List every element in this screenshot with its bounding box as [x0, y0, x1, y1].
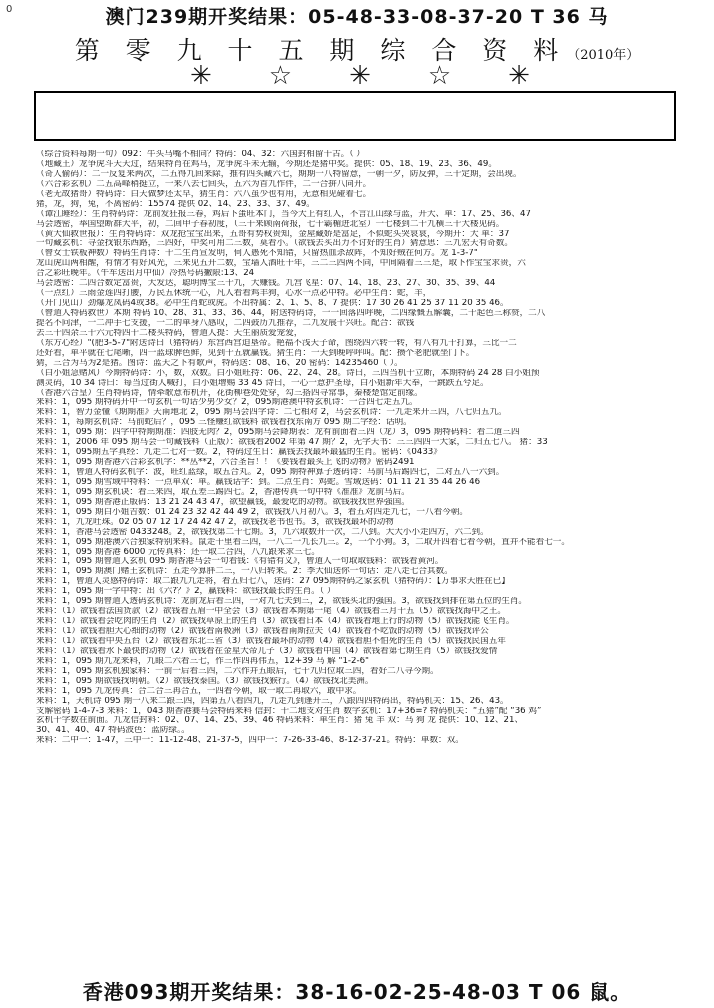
document-body — [36, 150, 686, 975]
text-line: 支解密码 1-4-7-3 来料：1，043 期香港赛马会特码来料 信封：十二地支对生肖 数字玄机：17+36=? 特码机关：“五猪”配 “36 鸡” — [36, 706, 542, 716]
text-line: （东方心经）"(肥3-5-7"附送诗曰（猪特码）东宫西宫迫垦帝。艳福不浅天子命，图绕四六转一转，有八有九十打算，三比一二 — [36, 338, 517, 348]
text-line: 来料：（1）欲钱看胆大心细的动物（2）欲钱看南极洲（3）欲钱看南斯拉夫（4）欲钱看不吃饭的动物（5）欲钱找评公 — [36, 627, 489, 636]
text-line: 来料：1，095 期香港六合彩玄机字：**丛**2，六合圣旨！！《要钱看最头上飞的动物》密码2491 — [36, 458, 415, 468]
text-line: 一句藏玄机：寻金找银东西路，三四好，中奖可用二三数，莫看小。（欲钱去买出力不讨好的生肖）猜意思：三九宏天有奇数。 — [36, 239, 513, 249]
text-line: （老无故猪哥）特码诗：白天做梦还太早，猜生肖：六八虽少也有用，无意相见碰着七。 — [36, 189, 372, 199]
asterisk-icon: ✳ — [190, 61, 212, 91]
text-line: （黄大仙救世报）：生肖特码诗：双龙抢宝宝出来，五哥有势权贵知，金屋藏娇是富足，不似蛇头哭哀哀，今期开：大 单：37 — [36, 229, 510, 239]
text-line: 来料：1，每期玄机诗：马前蛇后？，095 三怪赚红欲钱料 欲钱看找东南方 095 期二字经：话明。 — [36, 418, 412, 428]
text-line: 来料：1，智力金懂《期期准》天南地北 2，095 期马会四字诗：二七相对 2，马会玄机诗：一九走来开三四，八七归五九。 — [36, 408, 507, 418]
text-line: 来料：1，095期五字真经：九走二七对一数。2，特码过生日：赢钱去找最坏最猛的生肖。密码：《0433》 — [36, 448, 442, 458]
text-line: 去三十四余三十六元特四十二楼买特码，曾道人提：天生丽质爱宠爱， — [36, 328, 303, 338]
asterisk-icon: ✳ — [349, 61, 371, 91]
text-line: （谭江睡经）：生肖特码诗：龙前发狂报三春，鸡后下蛋旺本门，当今大上有红人，不言江山绿与蓝，开大、单：17、25、36、47 — [36, 209, 531, 219]
title-year: （2010年） — [567, 48, 640, 63]
text-line: 来料：1，095 期港澳六合独家特别来料。鼠走千里看三四，一八二一九长九三。2，一个小狗。3，二取开四看七看今朝，直并不能看七一。 — [36, 537, 570, 547]
text-line: 来料：1，天机诗 095 期一八来二跟三四，四第五八看四九，九走九到逢开三，八跟四四特码出，特码机关：15、26、43。 — [36, 696, 509, 706]
text-line: 马会透密，举国望断群大平，初，二回甲子春初度，（三千来顾南荷报，七十霸楣进北室）一七楼到二十九横三十大楼见码。 — [36, 219, 505, 229]
text-line: 来料：1，095 期曾道人透码玄机诗：龙前龙后看三四，一对九七夫到三，2，欲钱买北的强国。3，欲钱找到排在第五位的生肖。 — [36, 597, 528, 607]
text-line: 玄机十字数在前面。九龙信封料：02、07、14、25、39、46 特码来料：单生肖：猪 兔 羊 双：马 狗 龙 提供：10、12、21、 — [36, 716, 524, 726]
text-line: 龙山虎山两相醒，有情才有好风光，三来见五开二数，宝墙人酒旺千年，三二三四两不同，中间隔着三三是，取下作宝宝求贵，六 — [36, 259, 526, 269]
text-line: 来料：1，曾道人灵感特码诗：取二跟九九走将，看五归七八，送码：27 095期特码之家玄机（猪特码）：【万事求天胜在已】 — [36, 577, 510, 587]
text-line: 来料：（1）欲钱看会吃肉的生肖（2）欲钱找草原上的生肖（3）欲钱看日本（4）欲钱看地上行的动物（5）欲钱找能飞生肖。 — [36, 617, 515, 627]
text-line: 还好看，单平就在七尾晰，四一蓝球脾色鲜，见到十五就赢钱。猜生肖：一天到晚呼呼叫。配：攒个老肥就坐门下。 — [36, 348, 475, 358]
text-line: 来料：（1）欲钱看法国货款（2）欲钱看五眉一中全会（3）欲钱看本期第一尾（4）欲钱看三月十五（5）欲钱找海中之王。 — [36, 607, 506, 617]
text-line: （开门见山）劲爆龙凤码4或38。必中生肖蛇或虎。不出特属：2、1、5、8、7 提供：17 30 26 41 25 37 11 20 35 46。 — [36, 299, 509, 309]
text-line: 30、41、40、47 特码波色：蓝防绿。。 — [36, 726, 190, 736]
text-line: （曾道人特码救世）本期 特码 10、28、31、33、36、44，附送特码诗，一一回落四呼晚，二四缘慨五解囊，二十起色三称赞，二八 — [36, 309, 546, 318]
text-line: 来料：1，095 期雪域中特料：一点单双：单。赢钱话字：到。二点生肖：鸡蛇。雪域送码：01 11 21 35 44 26 46 — [36, 477, 481, 487]
corner-mark: 0 — [6, 4, 13, 15]
text-line: 来料：1，095 期玄机诀：看三来四，取五差三踢四七。2，香港传真一句中特《准准》龙前马后。 — [36, 487, 410, 497]
text-line: 来料：1，095 九龙传真：合二合三再合五，一四看今朝，取一取二再取六，敢中求。 — [36, 686, 362, 696]
text-line: 来料：1，095 期玄机独家料：一前一后看三四，二六作并五眼后，七十九归位取三四，看好二八寻今期。 — [36, 666, 439, 676]
text-line: （六合彩玄机）二五高峰稍挺立，一来八去七回头，五六为首九作伴，二一合拼八同开。 — [36, 179, 372, 189]
text-line: 提名不问津，一二冲手七支援，一二的单身八感叹，二四鼓历九推荐，二九发展十兴旺。配合：欲钱 — [36, 318, 415, 328]
text-line: 来料：1，095 期香港正版码：13 21 24 43 47，欲望赢钱，最爱吃的动物。欲钱我找世界强国。 — [36, 497, 410, 507]
asterisk-icon: ✳ — [508, 61, 530, 91]
text-line: 来料：1，095 期九龙来料，九眼二六看三七，作三作四再伟五，12+39 马 解 "1-2-6" — [36, 656, 370, 666]
star-row — [190, 62, 530, 90]
text-line: 来料：1，香港马会透密 0433248。2，欲钱找第二十七期。3，九六取数开一次，二八到。大大小小走四方，六二到。 — [36, 527, 489, 537]
text-line: 来料：二中一：1-47，三中一：11-12-48、21-37-5，四中一：7-26-33-46、8-12-37-21。特码：单数：双。 — [36, 736, 464, 746]
text-line: （香港六合皇）生肖特码诗，情牵歌意布机开，花街柳巷处处穿，勾三搭四寻常事，秦楼楚馆定前缘。 — [36, 388, 423, 398]
text-line: （白小姐急赌风）今期特码诗：小，数，双数。白小姐旺持：06、22、24、28。诗曰，三四当机十立断，本期特码 24 28 白小姐预 — [36, 368, 540, 378]
text-line: 来料：1，095 期欲钱找明朝。（2）欲钱找泰国。（3）欲钱找猴行。（4）欲钱找北美洲。 — [36, 676, 374, 686]
text-line: （地藏王）龙争虎斗天天过，结果特肖在鸡马，龙争虎斗未无输，今期还是猪中奖。提供：05、18、19、23、36、49。 — [36, 159, 497, 169]
text-line: 来料：1，2006 年 095 期马会一句藏钱料（正版）：欲钱看2002 年第 47 期？2，无字天书：三三四四一大家，二归五七八。 猪：33 — [36, 438, 548, 448]
text-line: 来料：1，095 期特码开中一句玄机一句话少男少女？2，095期港澳中特玄机诗：一合四七走五九。 — [36, 398, 418, 408]
text-line: （综合资料每期一句）092：牛头马嘴不相同？特码：04、32：六国封相留千古。（ ） — [36, 150, 365, 159]
text-line: 来料：（1）欲钱看中央五台（2）欲钱看东北三省（3）欲钱看最坏的动物（4）欲钱看胆不怕死的生肖（5）欲钱找民国五年 — [36, 636, 506, 646]
text-line: 来料：1，095 期香港 6000 元传真料：还一取二合四，八九跟来求三七。 — [36, 547, 320, 557]
text-line: 来料：1，九龙吐珠。02 05 07 12 17 24 42 47 2，欲钱找老书也书。3，欲钱找最坏的动物 — [36, 517, 394, 527]
star-icon: ☆ — [427, 61, 452, 91]
star-icon: ☆ — [268, 61, 293, 91]
text-line: （曾女士铁板神数）特码生肖诗：十二生肖宣发明，何人愚死不知错，只留热血杀敌阵，不知好贼在何方。龙 1-3-7" — [36, 249, 478, 259]
text-line: 来料：1，曾道人特码玄机字：波，旺红蓝绿，取五合丸。2，095 期特神算子透码诗：马前马后踢四七，二对五八一六到。 — [36, 468, 505, 477]
text-line: 来料：（1）欲钱看水下最快的动物（2）欲钱看在金星大帝儿子（3）欲钱看中国（4）欲钱看第七期生肖（5）欲钱找爱情 — [36, 646, 498, 656]
text-line: （一点红）三雨金莲四打腰，万民五休统一心，凡人看看鸡丰狗，心水一点必中特。必中生肖：蛇，羊， — [36, 289, 432, 299]
text-line: 猪，龙，狗，兔，不离密码：15574 提供 02、14、23、33、37、49。 — [36, 199, 315, 209]
text-line: （奇人偷码）：二一反复来两次，二五得九回来除，推有四头藏六七，期期一八特留意，一朝一夕，防反弹，三十定期，会出现。 — [36, 169, 522, 179]
text-line: 猜，三合为马为2是猪。图诗：蓝天之下有歌声，特码送：08、16、20 密码：14235460（ ）。 — [36, 358, 403, 368]
macau-result-line: 澳门239期开奖结果：05-48-33-08-37-20 T 36 马 — [105, 6, 609, 28]
text-line: 来料：1，095 期一字中特：出《六?？》2，赢钱料：欲钱找最长的生肖。（ ） — [36, 587, 336, 597]
text-line: 来料：1，095 期澳门赌王玄机诗：五走今算胖二三，一八归转来。2：李大仙送你一句话：走八走七合其数。 — [36, 567, 453, 577]
title-text: 第 零 九 十 五 期 综 合 资 料 — [74, 36, 568, 65]
text-line: 合之彩旺晚年。（午车送出月中仙）冷热号码撇限:13、24 — [36, 269, 255, 279]
text-line: 测灵码，10 34 诗曰：每当过街人喊打，白小姐增赐 33 45 诗曰，一心一意护圣母，白小姐新年大奉，一跳跌五兮足。 — [36, 378, 489, 388]
hk-result-line: 香港093期开奖结果：38-16-02-25-48-03 T 06 鼠。 — [82, 980, 632, 1004]
text-line: 来料：1，095 期曾道人玄机 095 期香港马会一句看钱：《有错有义》，曾道人一句取取钱料：欲钱看黄河。 — [36, 557, 444, 567]
text-line: 来料：1，095 期白小姐吉数：01 24 23 32 42 44 49 2，欲钱找八月初八。3，看五对四走九七，一八看今朝。 — [36, 507, 468, 517]
text-line: 马会透密：二四合数定富贵，大发达，聪明博宝三十九，大赚钱。九宫飞星：07、14、18、23、27、30、35、39、44 — [36, 279, 496, 289]
blank-box — [34, 91, 676, 141]
text-line: 来料：1，095 期：四字中特期期准：四肢无肉？2，095期马会降期表：龙有前面看三四（龙）3，095 期特码料：看二道三四 — [36, 428, 520, 438]
